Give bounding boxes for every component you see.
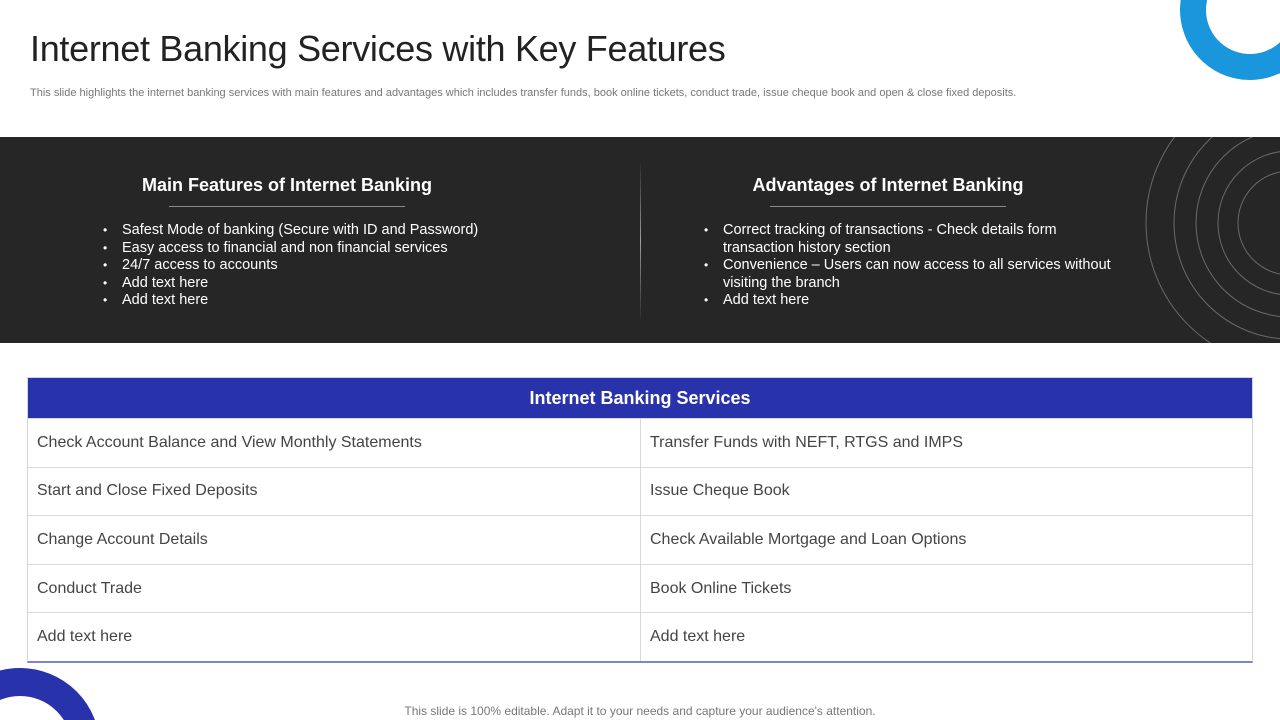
advantages-panel — [628, 175, 1148, 310]
features-advantages-band — [0, 137, 1280, 343]
table-cell: Check Account Balance and View Monthly Statements — [37, 433, 422, 451]
internet-banking-services-table — [27, 377, 1253, 663]
list-item: • Safest Mode of banking (Secure with ID and Password) — [27, 222, 547, 240]
list-item: • Add text here — [27, 275, 547, 293]
list-item-continuation: transaction history section — [723, 239, 891, 256]
footer-note: This slide is 100% editable. Adapt it to your needs and capture your audience's attention. — [404, 704, 876, 718]
table-cell: Add text here — [640, 613, 1252, 661]
table-cell: Add text here — [37, 628, 133, 646]
table-row — [28, 612, 1252, 661]
table-row — [28, 564, 1252, 613]
decorative-arc-top-right — [1160, 0, 1280, 100]
page-title: Internet Banking Services with Key Features — [30, 28, 726, 69]
list-item: • Correct tracking of transactions - Check details form — [628, 222, 1148, 240]
table-row — [28, 467, 1252, 516]
list-item: • Add text here — [27, 292, 547, 310]
table-cell: Check Available Mortgage and Loan Options — [640, 516, 1252, 564]
list-item: • Easy access to financial and non financial services — [27, 240, 547, 258]
table-row — [28, 515, 1252, 564]
main-features-list — [27, 222, 547, 310]
table-cell: Transfer Funds with NEFT, RTGS and IMPS — [640, 419, 1252, 467]
concentric-circles-decoration — [1140, 137, 1280, 343]
table-cell: Conduct Trade — [37, 579, 142, 597]
heading-underline — [169, 206, 405, 207]
page-subtitle: This slide highlights the internet banking services with main features and advantages which includes transfer funds, book online tickets, conduct trade, issue cheque book and open & close fixed deposits. — [30, 87, 1017, 99]
table-row — [28, 418, 1252, 467]
advantages-heading: Advantages of Internet Banking — [752, 175, 1024, 195]
table-cell: Issue Cheque Book — [640, 468, 1252, 516]
table-cell: Start and Close Fixed Deposits — [37, 482, 258, 500]
main-features-heading: Main Features of Internet Banking — [141, 175, 433, 195]
list-item-continuation: visiting the branch — [723, 274, 840, 291]
heading-underline — [770, 206, 1006, 207]
table-cell: Change Account Details — [37, 530, 208, 548]
list-item: • 24/7 access to accounts — [27, 257, 547, 275]
advantages-list — [628, 222, 1148, 310]
list-item: • Convenience – Users can now access to all services without — [628, 257, 1148, 275]
main-features-panel — [27, 175, 547, 310]
list-item: • Add text here — [628, 292, 1148, 310]
table-cell: Book Online Tickets — [640, 565, 1252, 613]
table-header: Internet Banking Services — [28, 378, 1252, 418]
